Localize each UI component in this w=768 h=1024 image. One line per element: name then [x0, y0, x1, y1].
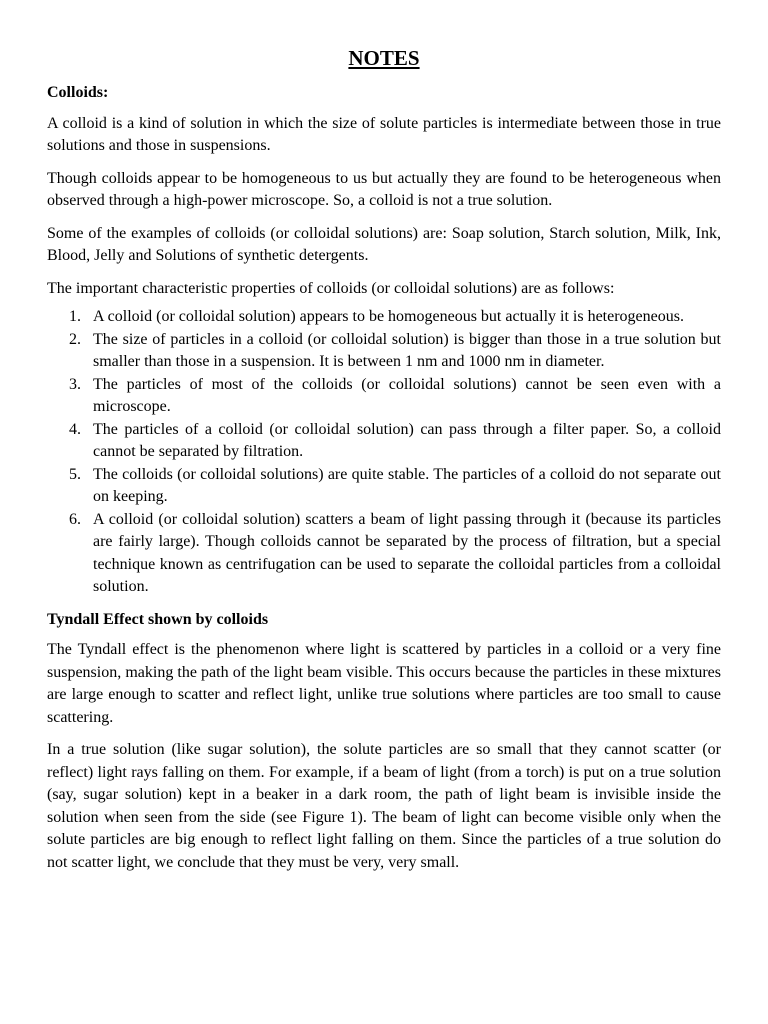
section-heading-colloids: Colloids: — [47, 84, 109, 101]
page-title: NOTES — [348, 46, 420, 70]
paragraph-properties-intro: The important characteristic properties of colloids (or colloidal solutions) are as follows: — [47, 279, 615, 297]
paragraph-homogeneity: Though colloids appear to be homogeneous to us but actually they are found to be heterogeneous when observed through a high-power microscope. So, a colloid is not a true solution. — [47, 169, 721, 209]
list-item-text: A colloid (or colloidal solution) appears to be homogeneous but actually it is heterogeneous. — [93, 308, 684, 325]
section-heading-tyndall: Tyndall Effect shown by colloids — [47, 610, 269, 628]
list-item — [47, 329, 721, 374]
list-number: 6. — [69, 510, 81, 528]
paragraph-tyndall-definition: The Tyndall effect is the phenomenon where light is scattered by particles in a colloid or a very fine suspension, making the path of the light beam visible. This occurs because the particles in these mixtures are large enough to scatter and reflect light, unlike true solutions where particles are too small to cause scattering. — [47, 641, 721, 726]
list-number: 3. — [69, 375, 81, 393]
list-number: 5. — [69, 465, 81, 483]
properties-list — [47, 306, 721, 599]
list-item-text: The colloids (or colloidal solutions) are quite stable. The particles of a colloid do not separate out on keeping. — [93, 465, 721, 505]
paragraph-colloid-definition: A colloid is a kind of solution in which the size of solute particles is intermediate between those in true solutions and those in suspensions. — [47, 114, 721, 154]
list-item-text: The particles of most of the colloids (or colloidal solutions) cannot be seen even with a microscope. — [93, 375, 721, 415]
list-number: 4. — [69, 420, 81, 438]
list-item-text: The particles of a colloid (or colloidal solution) can pass through a filter paper. So, a colloid cannot be separated by filtration. — [93, 420, 721, 460]
list-number: 1. — [69, 308, 81, 325]
list-item-text: The size of particles in a colloid (or colloidal solution) is bigger than those in a true solution but smaller than those in a suspension. It is between 1 nm and 1000 nm in diameter. — [93, 330, 721, 370]
document-page — [47, 0, 721, 874]
list-item-text: A colloid (or colloidal solution) scatters a beam of light passing through it (because its particles are fairly large). Though colloids cannot be separated by the process of filtration, but a special technique known as centrifugation can be used to separate the colloidal particles from a colloidal solution. — [93, 510, 721, 595]
list-item — [47, 464, 721, 509]
list-item — [47, 509, 721, 599]
list-item — [47, 374, 721, 419]
paragraph-examples: Some of the examples of colloids (or colloidal solutions) are: Soap solution, Starch solution, Milk, Ink, Blood, Jelly and Solutions of synthetic detergents. — [47, 224, 721, 264]
list-number: 2. — [69, 330, 81, 348]
list-item — [47, 419, 721, 464]
list-item — [47, 306, 721, 329]
paragraph-true-solution: In a true solution (like sugar solution), the solute particles are so small that they cannot scatter (or reflect) light rays falling on them. For example, if a beam of light (from a torch) is put on a true solution (say, sugar solution) kept in a beaker in a dark room, the path of light beam is invisible inside the solution when seen from the side (see Figure 1). The beam of light can become visible only when the solute particles are big enough to reflect light falling on them. Since the particles of a true solution do not scatter light, we conclude that they must be very, very small. — [47, 741, 721, 871]
